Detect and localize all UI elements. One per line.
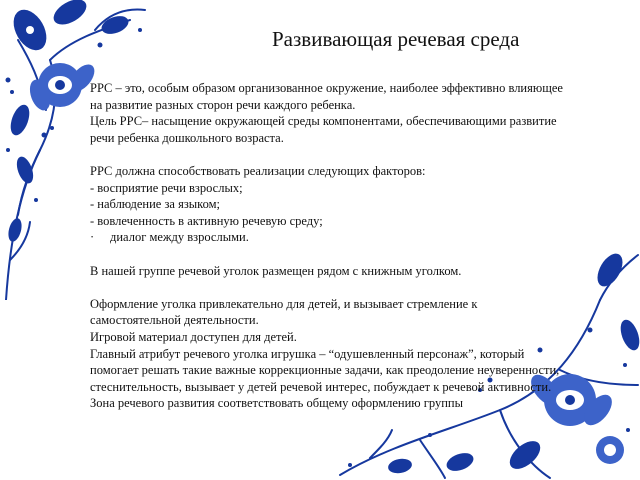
paragraph-line: Цель РРС– насыщение окружающей среды компонентами, обеспечивающими развитие	[90, 114, 557, 129]
list-item: - наблюдение за языком;	[90, 197, 221, 212]
spacer	[90, 279, 635, 296]
slide-title: Развивающая речевая среда	[272, 27, 520, 51]
paragraph-line: РРС должна способствовать реализации следующих факторов:	[90, 163, 426, 178]
paragraph-line: на развитие разных сторон речи каждого ребенка.	[90, 97, 356, 112]
paragraph-line: Игровой материал доступен для детей.	[90, 329, 297, 344]
bullet-icon: ·	[90, 230, 95, 245]
paragraph-line: самостоятельной деятельности.	[90, 313, 259, 328]
paragraph-line: стеснительность, вызывает у детей речевой интерес, побуждает к речевой активности.	[90, 379, 552, 394]
spacer	[90, 146, 635, 163]
list-item	[90, 229, 635, 246]
spacer	[90, 246, 635, 263]
paragraph-line: РРС – это, особым образом организованное окружение, наиболее эффективно влияющее	[90, 81, 563, 95]
paragraph-line: Оформление уголка привлекательно для детей, и вызывает стремление к	[90, 296, 478, 311]
paragraph-line: В нашей группе речевой уголок размещен рядом с книжным уголком.	[90, 263, 462, 278]
list-item: - вовлеченность в активную речевую среду;	[90, 213, 323, 228]
paragraph-line: Зона речевого развития соответствовать общему оформлению группы	[90, 396, 463, 411]
list-item-text: диалог между взрослыми.	[110, 230, 249, 245]
paragraph-line: речи ребенка дошкольного возраста.	[90, 130, 284, 145]
list-item: - восприятие речи взрослых;	[90, 180, 243, 195]
paragraph-line: помогает решать такие важные коррекционные задачи, как преодоление неуверенности,	[90, 363, 560, 378]
paragraph-line: Главный атрибут речевого уголка игрушка – “одушевленный персонаж”, который	[90, 346, 525, 361]
slide-body	[90, 80, 635, 412]
